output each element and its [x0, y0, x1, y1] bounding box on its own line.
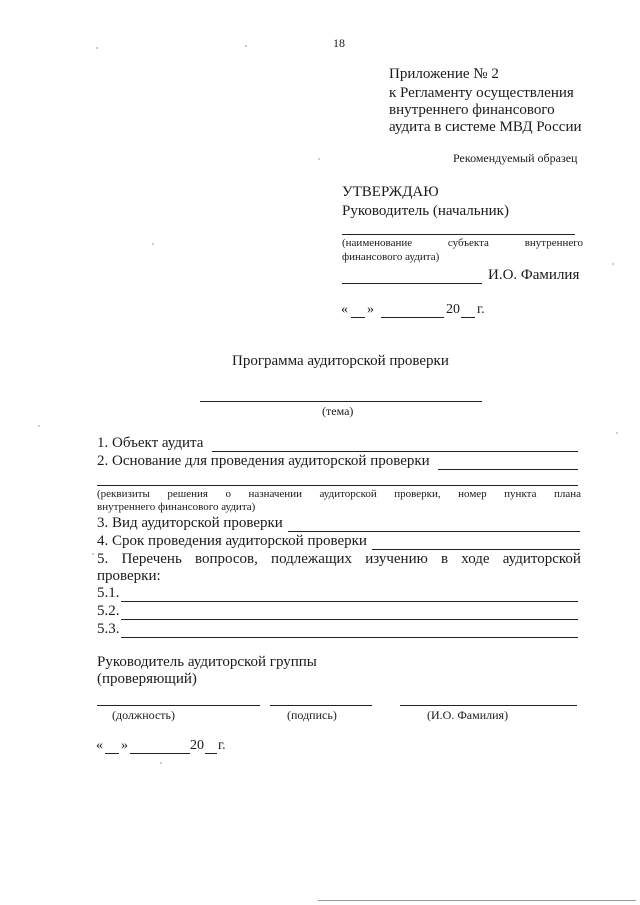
signature-field[interactable]	[270, 705, 372, 706]
caption-word: (наименование	[342, 237, 413, 249]
caption-word: субъекта	[447, 237, 489, 249]
approve-org-field[interactable]	[342, 234, 575, 235]
appendix-line-1: к Регламенту осуществления	[389, 85, 574, 101]
scan-speck	[616, 432, 618, 434]
bottom-day-field[interactable]	[105, 753, 119, 754]
item-5-word: ходе	[461, 551, 490, 567]
approve-org-caption-line-2: финансового аудита)	[342, 251, 440, 263]
sign-caption: (подпись)	[287, 708, 337, 722]
scan-speck	[92, 553, 94, 555]
audit-basis-field[interactable]	[438, 469, 578, 470]
item-5-word: в	[441, 551, 449, 567]
item-3-label: 3. Вид аудиторской проверки	[97, 515, 283, 531]
position-caption: (должность)	[112, 708, 175, 722]
item-5-3-label: 5.3.	[97, 621, 120, 637]
approve-date-year: 20	[446, 302, 460, 317]
bottom-month-field[interactable]	[130, 753, 190, 754]
position-field[interactable]	[97, 705, 260, 706]
item-5-word: вопросов,	[194, 551, 258, 567]
caption-word: внутреннего	[524, 237, 583, 249]
question-5-1-field[interactable]	[121, 601, 578, 602]
question-5-2-field[interactable]	[121, 619, 578, 620]
signature-title: Руководитель аудиторской группы	[97, 654, 317, 670]
item-5-word: изучению	[365, 551, 428, 567]
full-name-caption: (И.О. Фамилия)	[427, 708, 509, 722]
theme-field[interactable]	[200, 401, 482, 402]
question-5-3-field[interactable]	[121, 637, 578, 638]
bottom-date-year: 20	[190, 738, 204, 753]
item-5-label	[97, 551, 581, 568]
bottom-date-close-quote: »	[121, 738, 128, 753]
item-1-label: 1. Объект аудита	[97, 435, 204, 451]
approve-org-caption	[342, 237, 583, 249]
item-2-label: 2. Основание для проведения аудиторской проверки	[97, 453, 430, 469]
scan-speck	[160, 762, 162, 764]
basis-details-caption-line-2: внутреннего финансового аудита)	[97, 501, 256, 513]
audit-term-field[interactable]	[372, 549, 580, 550]
scan-speck	[318, 158, 320, 160]
appendix-line-2: внутреннего финансового	[389, 102, 555, 118]
sample-label: Рекомендуемый образец	[453, 151, 578, 165]
item-5-word: Перечень	[121, 551, 182, 567]
item-5-word: аудиторской	[502, 551, 581, 567]
item-5-word: подлежащих	[271, 551, 353, 567]
theme-caption: (тема)	[322, 404, 354, 418]
item-5-2-label: 5.2.	[97, 603, 120, 619]
approve-date-suffix: г.	[477, 302, 485, 317]
full-name-field[interactable]	[400, 705, 577, 706]
scan-speck	[96, 47, 98, 49]
bottom-date-suffix: г.	[218, 738, 226, 753]
bottom-year-field[interactable]	[205, 753, 217, 754]
program-title: Программа аудиторской проверки	[232, 353, 449, 369]
approve-date-open-quote: «	[341, 302, 348, 317]
approve-name: И.О. Фамилия	[488, 267, 580, 283]
audit-basis-field-2[interactable]	[97, 485, 578, 486]
approve-day-field[interactable]	[351, 317, 365, 318]
scan-speck	[152, 243, 154, 245]
item-5-word: 5.	[97, 551, 109, 567]
scan-artifact-line	[318, 900, 636, 901]
appendix-title: Приложение № 2	[389, 66, 499, 82]
appendix-line-3: аудита в системе МВД России	[389, 119, 582, 135]
approve-year-field[interactable]	[461, 317, 475, 318]
page-number: 18	[333, 36, 345, 50]
approve-position: Руководитель (начальник)	[342, 203, 509, 219]
scan-speck	[612, 263, 614, 265]
item-5-label-line-2: проверки:	[97, 568, 161, 584]
scan-speck	[245, 45, 247, 47]
item-4-label: 4. Срок проведения аудиторской проверки	[97, 533, 367, 549]
approve-signature-field[interactable]	[342, 283, 482, 284]
scan-speck	[38, 425, 40, 427]
audit-type-field[interactable]	[288, 531, 580, 532]
approve-date-close-quote: »	[367, 302, 374, 317]
audit-object-field[interactable]	[212, 451, 578, 452]
item-5-1-label: 5.1.	[97, 585, 120, 601]
signature-title-line-2: (проверяющий)	[97, 671, 197, 687]
bottom-date-open-quote: «	[96, 738, 103, 753]
approve-title: УТВЕРЖДАЮ	[342, 184, 439, 200]
basis-details-caption: (реквизиты решения о назначении аудиторской проверки, номер пункта плана	[97, 488, 581, 500]
approve-month-field[interactable]	[381, 317, 444, 318]
